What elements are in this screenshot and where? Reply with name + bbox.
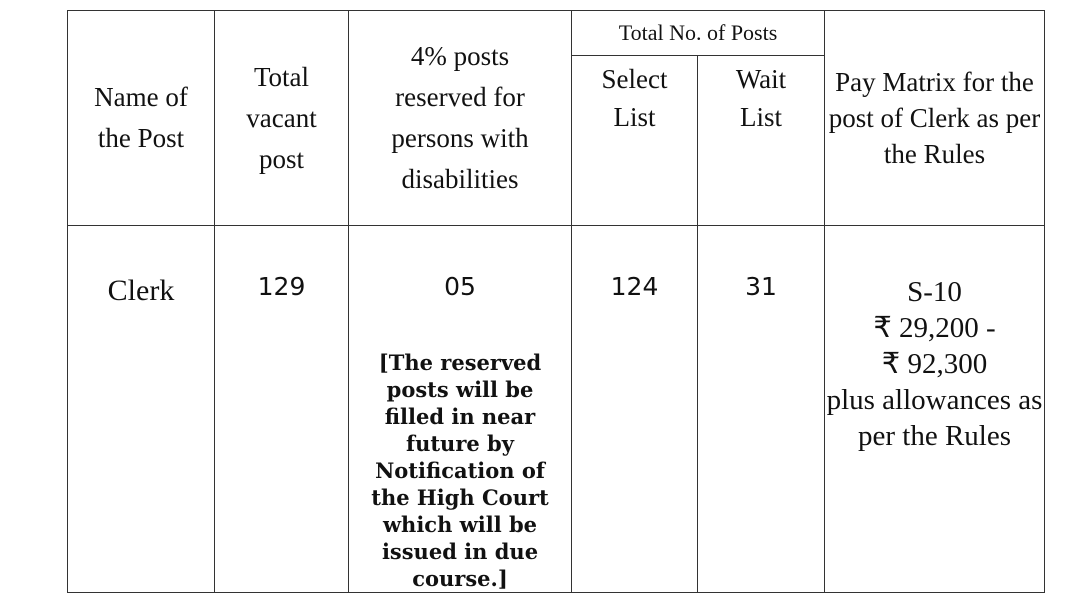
pay-allowances: plus allowances as per the Rules [826, 384, 1043, 452]
pay-to: ₹ 92,300 [881, 348, 988, 380]
wait-list-cell: 31 [698, 226, 825, 593]
select-list-cell: 124 [572, 226, 698, 593]
header-pay-matrix: Pay Matrix for the post of Clerk as per the Rules [825, 11, 1045, 226]
pwd-reserved-value: 05 [444, 272, 476, 301]
post-name-cell: Clerk [68, 226, 215, 593]
header-select-list: Select List [572, 56, 698, 226]
pwd-reserved-note: [The reserved posts will be filled in near future by Notification of the High Court which will be issued in due course.] [371, 350, 549, 591]
pay-level: S-10 [907, 276, 962, 308]
header-name-of-post: Name of the Post [68, 11, 215, 226]
total-vacant-cell: 129 [215, 226, 349, 593]
posts-table [67, 10, 1045, 593]
header-pwd-reserved: 4% posts reserved for persons with disabilities [349, 11, 572, 226]
table-row [68, 226, 1045, 593]
pwd-reserved-cell [349, 226, 572, 593]
pay-matrix-cell [825, 226, 1045, 593]
pay-from: ₹ 29,200 - [873, 312, 996, 344]
header-total-vacant-post: Total vacant post [215, 11, 349, 226]
header-wait-list: Wait List [698, 56, 825, 226]
header-total-no-of-posts: Total No. of Posts [572, 11, 825, 56]
